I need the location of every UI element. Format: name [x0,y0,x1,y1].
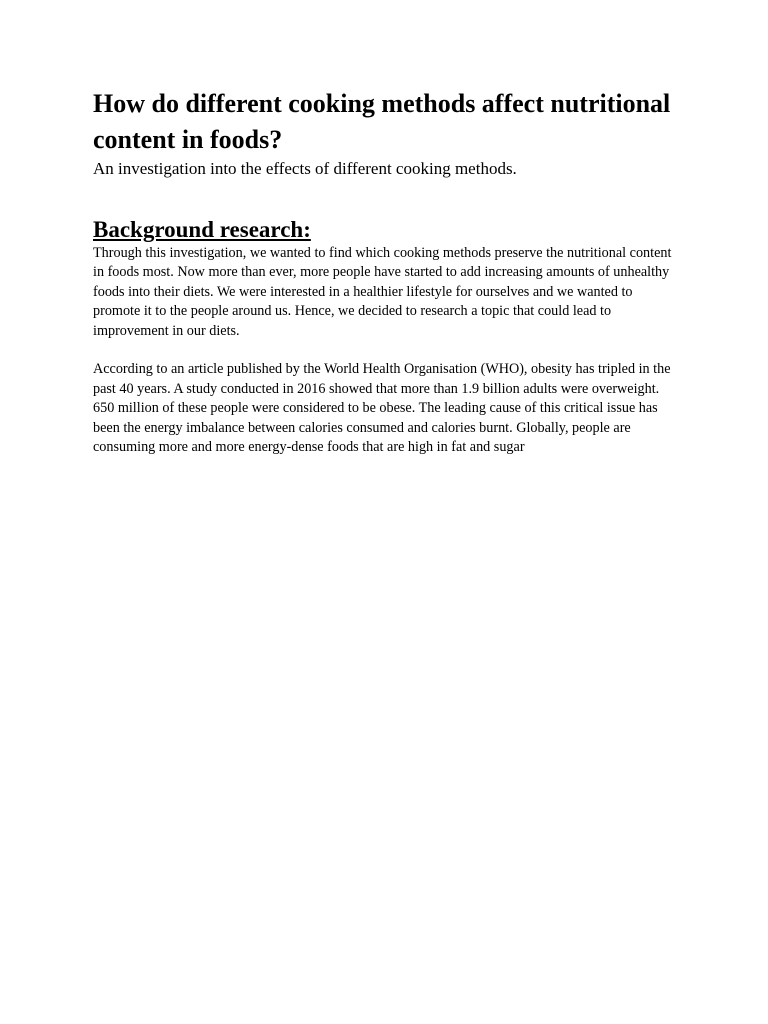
document-title: How do different cooking methods affect nutritional content in foods? [93,89,671,154]
document-page [93,86,683,457]
document-subtitle: An investigation into the effects of different cooking methods. [93,159,517,178]
paragraph-intro: Through this investigation, we wanted to find which cooking methods preserve the nutritional content in foods most. Now more than ever, more people have started to add increasing amounts of unhealthy foods into their diets. We were interested in a healthier lifestyle for ourselves and we wanted to promote it to the people around us. Hence, we decided to research a topic that could lead to improvement in our diets. [93,245,672,339]
section-heading: Background research: [93,217,311,242]
paragraph-who-statistics: According to an article published by the World Health Organisation (WHO), obesity has tripled in the past 40 years. A study conducted in 2016 showed that more than 1.9 billion adults were overweight. 650 million of these people were considered to be obese. The leading cause of this critical issue has been the energy imbalance between calories consumed and calories burnt. Globally, people are consuming more and more energy-dense foods that are high in fat and sugar [93,361,671,456]
background-research-section [93,216,683,457]
